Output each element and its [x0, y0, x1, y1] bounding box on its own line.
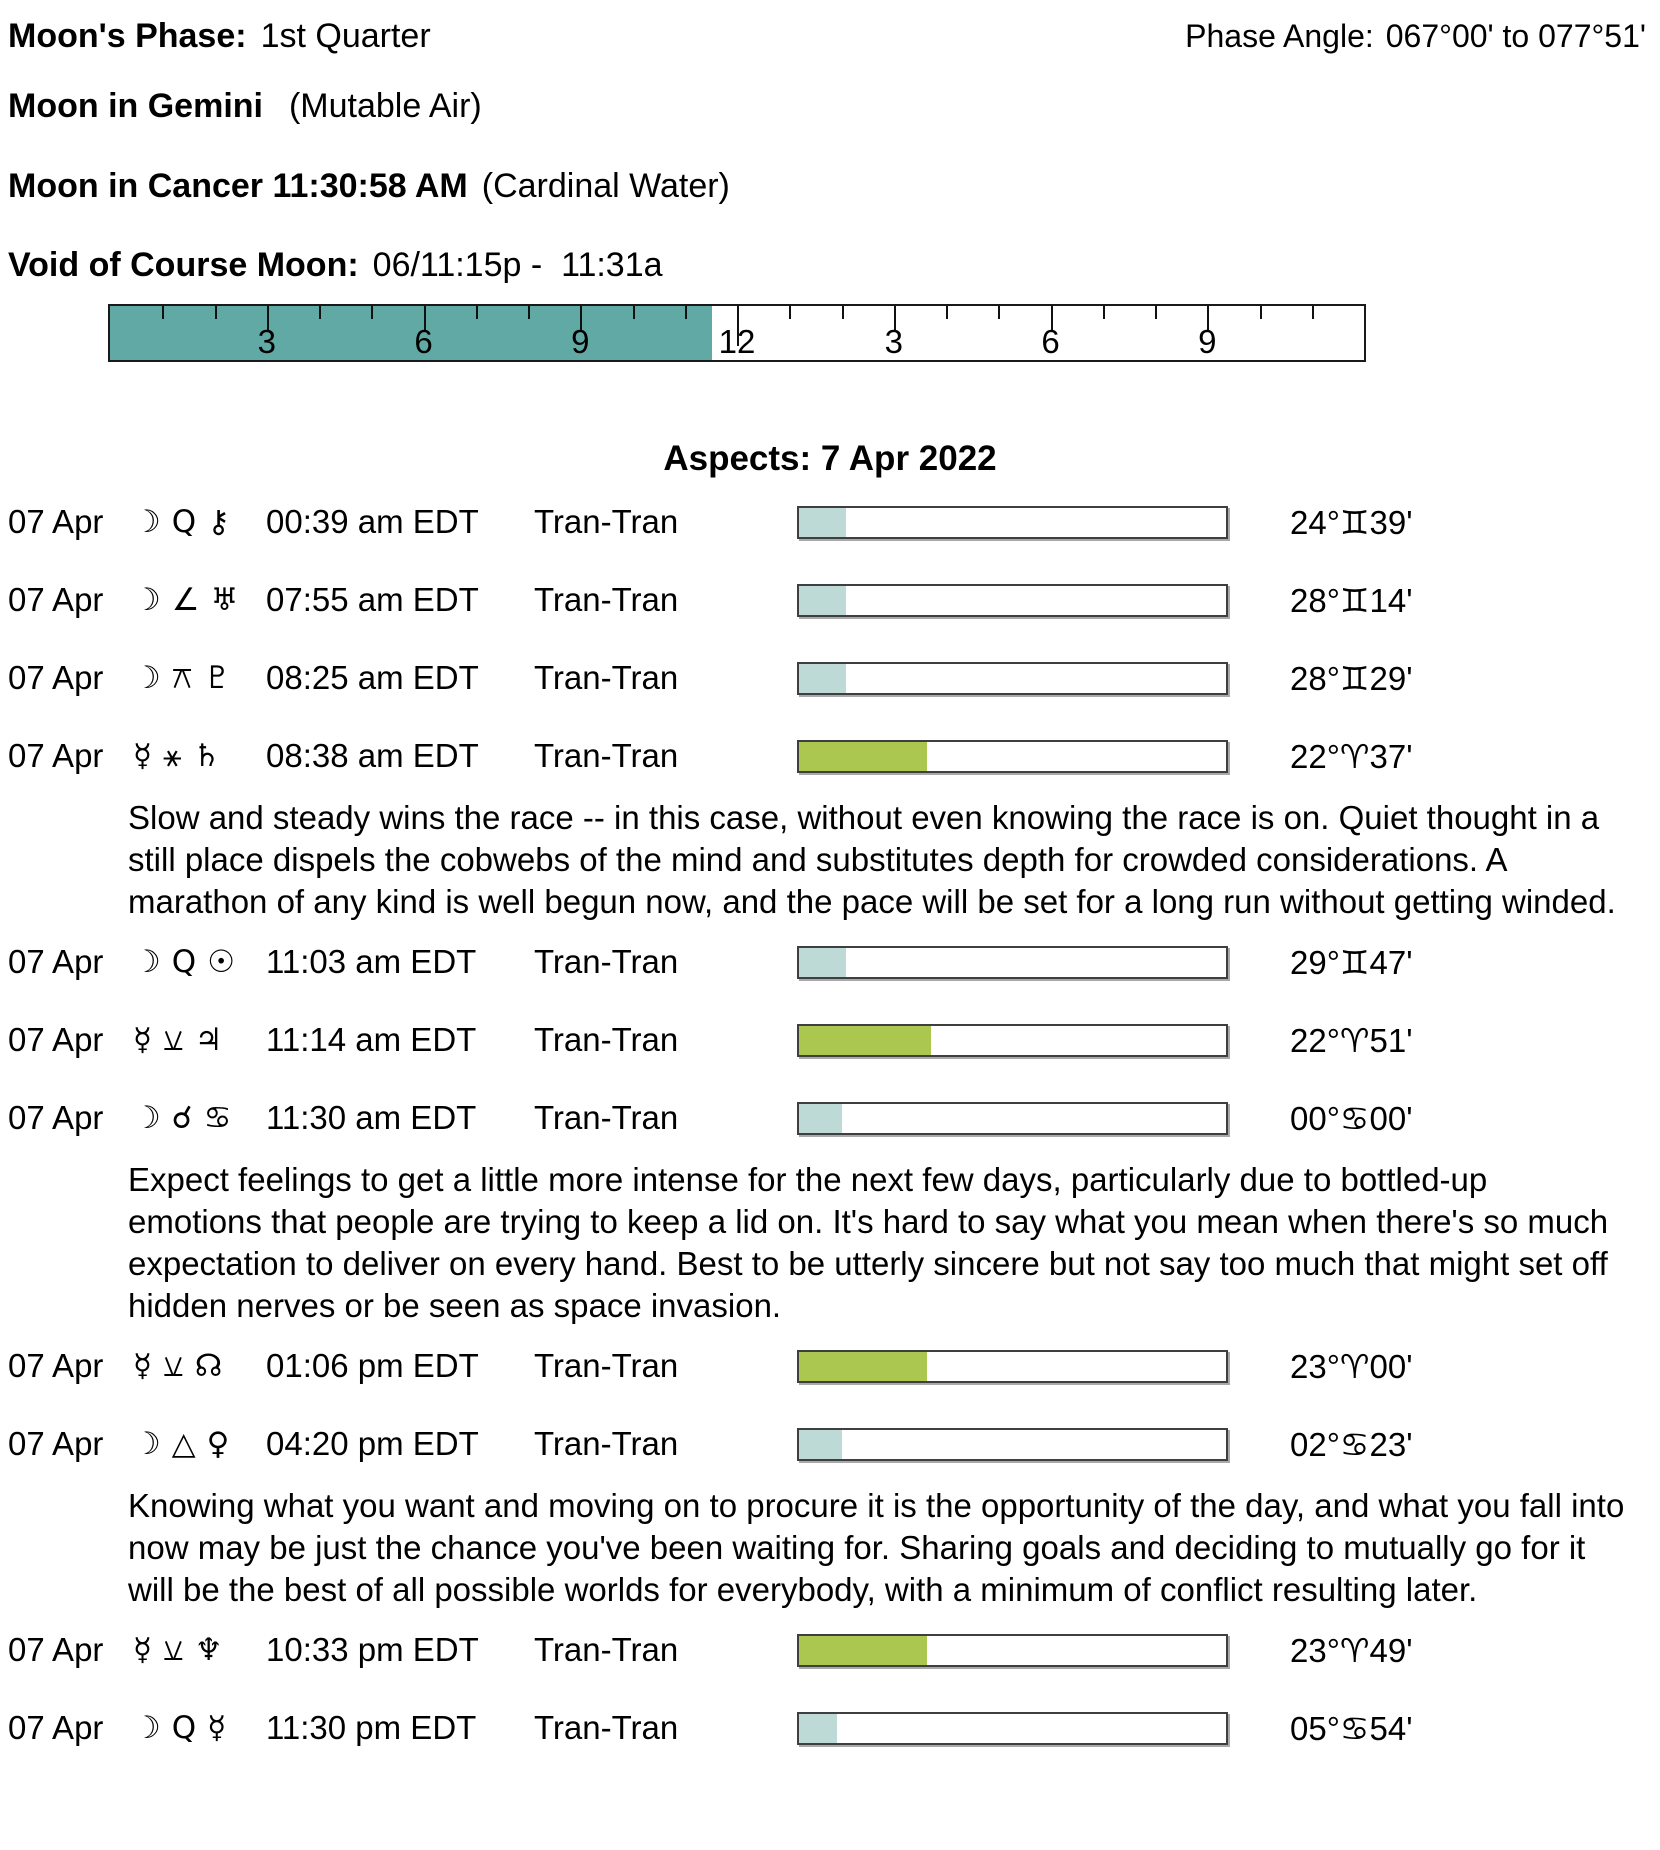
- hour-tick: [371, 306, 373, 319]
- hour-label: 6: [1041, 323, 1060, 360]
- aspect-time: 08:25 am EDT: [266, 659, 479, 696]
- hour-tick: [1312, 306, 1314, 319]
- mercury-icon: ☿: [207, 1710, 227, 1746]
- aspect-date: 07 Apr: [8, 581, 104, 618]
- hour-tick: [685, 306, 687, 319]
- chiron-icon: ⚷: [207, 504, 230, 540]
- aspect-row: [0, 923, 1660, 1001]
- moons-phase-label: Moon's Phase:: [8, 16, 247, 55]
- aspect-row: [0, 1001, 1660, 1079]
- aspect-time: 11:30 pm EDT: [266, 1709, 477, 1746]
- aspect-row: [0, 717, 1660, 795]
- quintile-icon: Q: [171, 1710, 197, 1746]
- orb-progress-fill: [799, 742, 927, 771]
- aspect-date: 07 Apr: [8, 943, 104, 980]
- aspect-interpretation: Expect feelings to get a little more intense for the next few days, particularly due to bottled-up emotions that people are trying to keep a lid on. It's hard to say what you mean when there's so much expectation to deliver on every hand. Best to be utterly sincere but not say too much that might set off hidden nerves or be seen as space invasion.: [128, 1161, 1609, 1324]
- aspect-date: 07 Apr: [8, 1631, 104, 1668]
- aspect-type: Tran-Tran: [534, 503, 679, 540]
- hour-label: 3: [884, 323, 903, 360]
- orb-progress-bar: [797, 662, 1228, 695]
- orb-progress-bar: [797, 1350, 1228, 1383]
- aspect-position: 23°♈00': [1290, 1347, 1413, 1385]
- aspect-type: Tran-Tran: [534, 581, 679, 618]
- moon-ingress-line: [0, 146, 1660, 226]
- aspects-title: Aspects: 7 Apr 2022: [663, 439, 997, 478]
- quintile-icon: Q: [171, 944, 197, 980]
- void-of-course-label: Void of Course Moon:: [8, 245, 359, 284]
- phase-angle-value: 067°00' to 077°51': [1385, 17, 1646, 54]
- aspect-symbols: [133, 582, 266, 618]
- hour-tick: [1103, 306, 1105, 319]
- orb-progress-bar: [797, 1428, 1228, 1461]
- aspect-symbols: [133, 1632, 266, 1669]
- aspect-row: [0, 1327, 1660, 1405]
- aspect-type: Tran-Tran: [534, 1021, 679, 1058]
- aspect-type: Tran-Tran: [534, 737, 679, 774]
- aspect-date: 07 Apr: [8, 737, 104, 774]
- void-timeline-ruler: [108, 304, 1366, 362]
- jupiter-icon: ♃: [194, 1022, 223, 1058]
- aspect-time: 08:38 am EDT: [266, 737, 479, 774]
- neptune-icon: ♆: [194, 1632, 223, 1668]
- hour-tick: [842, 306, 844, 319]
- aspect-type: Tran-Tran: [534, 943, 679, 980]
- aspect-position: 24°♊39': [1290, 503, 1413, 541]
- aspect-symbols: [133, 660, 266, 697]
- aspect-date: 07 Apr: [8, 1021, 104, 1058]
- moon-icon: ☽: [133, 1100, 161, 1136]
- aspect-position: 28°♊29': [1290, 659, 1413, 697]
- moon-icon: ☽: [133, 504, 161, 540]
- aspect-type: Tran-Tran: [534, 1099, 679, 1136]
- orb-progress-bar: [797, 1712, 1228, 1745]
- hour-tick: [319, 306, 321, 319]
- aspect-time: 00:39 am EDT: [266, 503, 479, 540]
- void-timeline-fill: [110, 306, 712, 360]
- semisextile-icon: ⚺: [163, 1631, 184, 1668]
- hour-tick: [476, 306, 478, 319]
- orb-progress-bar: [797, 584, 1228, 617]
- orb-progress-bar: [797, 1102, 1228, 1135]
- mercury-icon: ☿: [133, 1632, 153, 1668]
- hour-label: 3: [257, 323, 276, 360]
- north-node-icon: ☊: [194, 1348, 223, 1384]
- aspect-row: [0, 483, 1660, 561]
- sun-icon: ☉: [207, 944, 235, 980]
- hour-tick: [633, 306, 635, 319]
- aspect-row: [0, 1079, 1660, 1157]
- aspect-position: 22°♈37': [1290, 737, 1413, 775]
- hour-label: 9: [571, 323, 590, 360]
- moon-icon: ☽: [133, 582, 161, 618]
- orb-progress-fill: [799, 1352, 927, 1381]
- aspect-symbols: [133, 1100, 266, 1136]
- hour-tick: [998, 306, 1000, 319]
- aspect-position: 22°♈51': [1290, 1021, 1413, 1059]
- aspect-date: 07 Apr: [8, 1347, 104, 1384]
- void-of-course-value: 06/11:15p - 11:31a: [372, 245, 663, 284]
- aspect-date: 07 Apr: [8, 659, 104, 696]
- aspect-symbols: [133, 1348, 266, 1385]
- saturn-icon: ♄: [192, 738, 221, 774]
- orb-progress-fill: [799, 664, 846, 693]
- trine-icon: △: [171, 1426, 196, 1462]
- semisextile-icon: ⚺: [163, 1347, 184, 1384]
- orb-progress-fill: [799, 508, 846, 537]
- aspect-symbols: [133, 738, 266, 775]
- aspect-symbols: [133, 1426, 266, 1462]
- mercury-icon: ☿: [133, 1348, 153, 1384]
- orb-progress-bar: [797, 1634, 1228, 1667]
- orb-progress-bar: [797, 1024, 1228, 1057]
- mercury-icon: ☿: [133, 738, 153, 774]
- phase-angle-label: Phase Angle:: [1185, 17, 1374, 54]
- aspect-time: 10:33 pm EDT: [266, 1631, 479, 1668]
- aspect-position: 05°♋54': [1290, 1709, 1413, 1747]
- aspect-time: 07:55 am EDT: [266, 581, 479, 618]
- hour-label: 9: [1198, 323, 1217, 360]
- aspect-date: 07 Apr: [8, 1425, 104, 1462]
- hour-tick: [1260, 306, 1262, 319]
- aspect-position: 28°♊14': [1290, 581, 1413, 619]
- aspect-row: [0, 1689, 1660, 1767]
- hour-tick: [789, 306, 791, 319]
- aspect-row: [0, 1405, 1660, 1483]
- sextile-icon: ⚹: [163, 737, 182, 774]
- moon-sign-value: (Mutable Air): [288, 86, 482, 125]
- orb-progress-fill: [799, 1636, 927, 1665]
- aspect-symbols: [133, 944, 266, 980]
- aspect-time: 11:03 am EDT: [266, 943, 477, 980]
- venus-icon: ♀: [206, 1426, 230, 1462]
- hour-label: 12: [718, 323, 756, 360]
- orb-progress-fill: [799, 1026, 931, 1055]
- aspect-position: 23°♈49': [1290, 1631, 1413, 1669]
- aspect-date: 07 Apr: [8, 1099, 104, 1136]
- aspect-time: 11:30 am EDT: [266, 1099, 477, 1136]
- aspect-position: 00°♋00': [1290, 1099, 1413, 1137]
- orb-progress-fill: [799, 1714, 837, 1743]
- aspect-type: Tran-Tran: [534, 1347, 679, 1384]
- orb-progress-bar: [797, 946, 1228, 979]
- orb-progress-bar: [797, 740, 1228, 773]
- moon-ingress-value: (Cardinal Water): [481, 166, 730, 205]
- aspect-position: 02°♋23': [1290, 1425, 1413, 1463]
- hour-tick: [946, 306, 948, 319]
- moons-phase-line: [0, 6, 1660, 66]
- hour-tick: [215, 306, 217, 319]
- moon-ingress-label: Moon in Cancer 11:30:58 AM: [8, 166, 468, 205]
- moon-sign-label: Moon in Gemini: [8, 86, 263, 125]
- orb-progress-fill: [799, 1104, 842, 1133]
- conjunction-icon: ☌: [171, 1100, 193, 1136]
- aspect-date: 07 Apr: [8, 503, 104, 540]
- aspect-symbols: [133, 1710, 266, 1746]
- quincunx-icon: ⚻: [171, 659, 193, 696]
- aspect-interpretation: Slow and steady wins the race -- in this case, without even knowing the race is on. Quiet thought in a still place dispels the cobwebs of the mind and substitutes depth for crowded considerations. A marathon of any kind is well begun now, and the pace will be set for a long run without getting winded.: [128, 799, 1616, 920]
- cancer-icon: ♋: [203, 1100, 232, 1136]
- semisextile-icon: ⚺: [163, 1021, 184, 1058]
- aspect-symbols: [133, 504, 266, 540]
- aspect-position: 29°♊47': [1290, 943, 1413, 981]
- orb-progress-fill: [799, 948, 846, 977]
- aspect-time: 01:06 pm EDT: [266, 1347, 479, 1384]
- aspect-row: [0, 639, 1660, 717]
- aspect-time: 04:20 pm EDT: [266, 1425, 479, 1462]
- aspect-date: 07 Apr: [8, 1709, 104, 1746]
- aspect-row: [0, 1611, 1660, 1689]
- aspect-symbols: [133, 1022, 266, 1059]
- phase-angle: [1185, 18, 1660, 55]
- pluto-icon: ♇: [203, 660, 232, 696]
- semisquare-icon: ∠: [171, 582, 200, 618]
- aspect-interpretation: Knowing what you want and moving on to procure it is the opportunity of the day, and what you fall into now may be just the chance you've been waiting for. Sharing goals and deciding to mutually go for it will be the best of all possible worlds for everybody, with a minimum of conflict resulting later.: [128, 1487, 1625, 1608]
- moon-icon: ☽: [133, 1710, 161, 1746]
- orb-progress-fill: [799, 1430, 842, 1459]
- void-of-course-line: [0, 226, 1660, 304]
- mercury-icon: ☿: [133, 1022, 153, 1058]
- hour-tick: [528, 306, 530, 319]
- moons-phase-value: 1st Quarter: [260, 16, 431, 55]
- moon-icon: ☽: [133, 944, 161, 980]
- aspect-type: Tran-Tran: [534, 1631, 679, 1668]
- moon-icon: ☽: [133, 1426, 161, 1462]
- hour-tick: [162, 306, 164, 319]
- hour-tick: [1155, 306, 1157, 319]
- aspect-row: [0, 561, 1660, 639]
- quintile-icon: Q: [171, 504, 197, 540]
- aspect-type: Tran-Tran: [534, 1425, 679, 1462]
- hour-label: 6: [414, 323, 433, 360]
- orb-progress-fill: [799, 586, 846, 615]
- moon-icon: ☽: [133, 660, 161, 696]
- aspect-time: 11:14 am EDT: [266, 1021, 477, 1058]
- aspect-type: Tran-Tran: [534, 1709, 679, 1746]
- uranus-icon: ♅: [210, 582, 239, 618]
- orb-progress-bar: [797, 506, 1228, 539]
- moon-sign-line: [0, 66, 1660, 146]
- aspect-type: Tran-Tran: [534, 659, 679, 696]
- aspects-list: [0, 483, 1660, 1767]
